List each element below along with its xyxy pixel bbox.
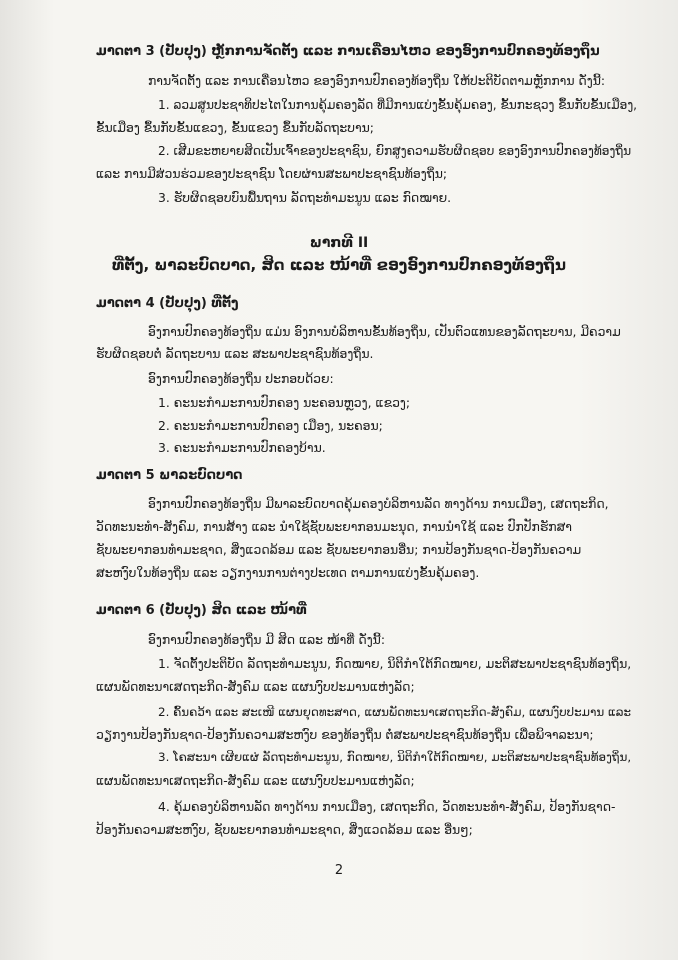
chapter-title [0, 256, 678, 274]
article-6-item-4-line-1: 4. ຄຸ້ມຄອງບໍລິຫານລັດ ທາງດ້ານ ການເມືອງ, ເສດຖະກິດ, ວັດທະນະທໍາ-ສັງຄົມ, ປ້ອງກັນຊາດ- [158, 799, 616, 814]
article-4-line-3: ອົງການປົກຄອງທ້ອງຖິ່ນ ປະກອບດ້ວຍ: [148, 371, 334, 386]
article-3-item-3: 3. ຮັບຜິດຊອບບົນພື້ນຖານ ລັດຖະທໍາມະນູນ ແລະ ກົດໝາຍ. [158, 190, 452, 205]
article-3-heading: ມາດຕາ 3 (ປັບປຸງ) ຫຼັກການຈັດຕັ້ງ ແລະ ການເຄື່ອນໄຫວ ຂອງອົງການປົກຄອງທ້ອງຖິ່ນ [96, 44, 600, 59]
article-3-item-2-line-1: 2. ເສີມຂະຫຍາຍສິດເປັນເຈົ້າຂອງປະຊາຊົນ, ຍົກສູງຄວາມຮັບຜິດຊອບ ຂອງອົງການປົກຄອງທ້ອງຖິ່ນ [158, 144, 632, 158]
article-5-line-2: ວັດທະນະທໍາ-ສັງຄົມ, ການສ້າງ ແລະ ນໍາໃຊ້ຊັບພະຍາກອນມະນຸດ, ການນໍາໃຊ້ ແລະ ປົກປັກຮັກສາ [96, 519, 572, 534]
article-6-item-3-line-1: 3. ໂຄສະນາ ເຜີຍແຜ່ ລັດຖະທໍາມະນູນ, ກົດໝາຍ, ນິຕິກໍາໃຕ້ກົດໝາຍ, ມະຕິສະພາປະຊາຊົນທ້ອງຖິ່ນ, [158, 750, 632, 764]
article-6-heading: ມາດຕາ 6 (ປັບປຸງ) ສິດ ແລະ ໜ້າທີ່ [96, 603, 307, 618]
article-4-item-3: 3. ຄະນະກໍາມະການປົກຄອງບ້ານ. [158, 440, 326, 455]
article-6-item-2-line-1: 2. ຄົ້ນຄວ້າ ແລະ ສະເໜີ ແຜນຍຸດທະສາດ, ແຜນພັດທະນາເສດຖະກິດ-ສັງຄົມ, ແຜນງົບປະມານ ແລະ [158, 705, 632, 719]
chapter-number: ພາກທີ II [309, 235, 369, 251]
article-3-item-2-line-2: ແລະ ການມີສ່ວນຮ່ວມຂອງປະຊາຊົນ ໂດຍຜ່ານສະພາປະຊາຊົນທ້ອງຖິ່ນ; [96, 166, 448, 181]
article-3-item-1-line-1: 1. ລວມສູນປະຊາທິປະໄຕໃນການຄຸ້ມຄອງລັດ ທີ່ມີການແບ່ງຂັ້ນຄຸ້ມຄອງ, ຂັ້ນກະຊວງ ຂຶ້ນກັບຂັ້ນເມືອງ, [158, 98, 638, 112]
article-6-item-4-line-2: ປ້ອງກັນຄວາມສະຫງົບ, ຊັບພະຍາກອນທໍາມະຊາດ, ສິ່ງແວດລ້ອມ ແລະ ອື່ນໆ; [96, 822, 473, 837]
article-3-item-1-line-2: ຂັ້ນເມືອງ ຂຶ້ນກັບຂັ້ນແຂວງ, ຂັ້ນແຂວງ ຂຶ້ນກັບລັດຖະບານ; [96, 120, 374, 135]
article-6-item-1-line-2: ແຜນພັດທະນາເສດຖະກິດ-ສັງຄົມ ແລະ ແຜນງົບປະມານແຫ່ງລັດ; [96, 679, 415, 694]
article-5-line-4: ສະຫງົບໃນທ້ອງຖິ່ນ ແລະ ວຽກງານການຕ່າງປະເທດ ຕາມການແບ່ງຂັ້ນຄຸ້ມຄອງ. [96, 565, 480, 580]
article-4-heading: ມາດຕາ 4 (ປັບປຸງ) ທີ່ຕັ້ງ [96, 296, 239, 311]
article-4-line-1: ອົງການປົກຄອງທ້ອງຖິ່ນ ແມ່ນ ອົງການບໍລິຫານຂັ້ນທ້ອງຖິ່ນ, ເປັນຕົວແທນຂອງລັດຖະບານ, ມີຄວາມ [148, 324, 621, 339]
article-4-line-2: ຮັບຜິດຊອບຕໍ່ ລັດຖະບານ ແລະ ສະພາປະຊາຊົນທ້ອງຖິ່ນ. [96, 346, 374, 361]
article-3-intro: ການຈັດຕັ້ງ ແລະ ການເຄື່ອນໄຫວ ຂອງອົງການປົກຄອງທ້ອງຖິ່ນ ໃຫ້ປະຕິບັດຕາມຫຼັກການ ດັ່ງນີ້: [148, 73, 606, 88]
article-5-line-3: ຊັບພະຍາກອນທໍາມະຊາດ, ສິ່ງແວດລ້ອມ ແລະ ຊັບພະຍາກອນອື່ນ; ການປ້ອງກັນຊາດ-ປ້ອງກັນຄວາມ [96, 542, 582, 557]
article-4-item-2: 2. ຄະນະກໍາມະການປົກຄອງ ເມືອງ, ນະຄອນ; [158, 418, 383, 433]
article-4-item-1: 1. ຄະນະກໍາມະການປົກຄອງ ນະຄອນຫຼວງ, ແຂວງ; [158, 395, 411, 410]
article-6-item-3-line-2: ແຜນພັດທະນາເສດຖະກິດ-ສັງຄົມ ແລະ ແຜນງົບປະມານແຫ່ງລັດ; [96, 773, 415, 788]
article-5-line-1: ອົງການປົກຄອງທ້ອງຖິ່ນ ມີພາລະບົດບາດຄຸ້ມຄອງບໍລິຫານລັດ ທາງດ້ານ ການເມືອງ, ເສດຖະກິດ, [148, 496, 609, 511]
page-number: 2 [334, 863, 344, 878]
article-6-item-2-line-2: ວຽກງານປ້ອງກັນຊາດ-ປ້ອງກັນຄວາມສະຫງົບ ຂອງທ້ອງຖິ່ນ ຕໍ່ສະພາປະຊາຊົນທ້ອງຖິ່ນ ເພື່ອພິຈາລະນາ; [96, 727, 594, 742]
article-6-item-1-line-1: 1. ຈັດຕັ້ງປະຕິບັດ ລັດຖະທໍາມະນູນ, ກົດໝາຍ, ນິຕິກໍາໃຕ້ກົດໝາຍ, ມະຕິສະພາປະຊາຊົນທ້ອງຖິ່ນ, [158, 656, 632, 671]
article-5-heading: ມາດຕາ 5 ພາລະບົດບາດ [96, 468, 243, 483]
chapter-title-text: ທີ່ຕັ້ງ, ພາລະບົດບາດ, ສິດ ແລະ ໜ້າທີ່ ຂອງອົງການປົກຄອງທ້ອງຖິ່ນ [112, 256, 566, 274]
article-6-intro: ອົງການປົກຄອງທ້ອງຖິ່ນ ມີ ສິດ ແລະ ໜ້າທີ່ ດັ່ງນີ້: [148, 632, 386, 647]
